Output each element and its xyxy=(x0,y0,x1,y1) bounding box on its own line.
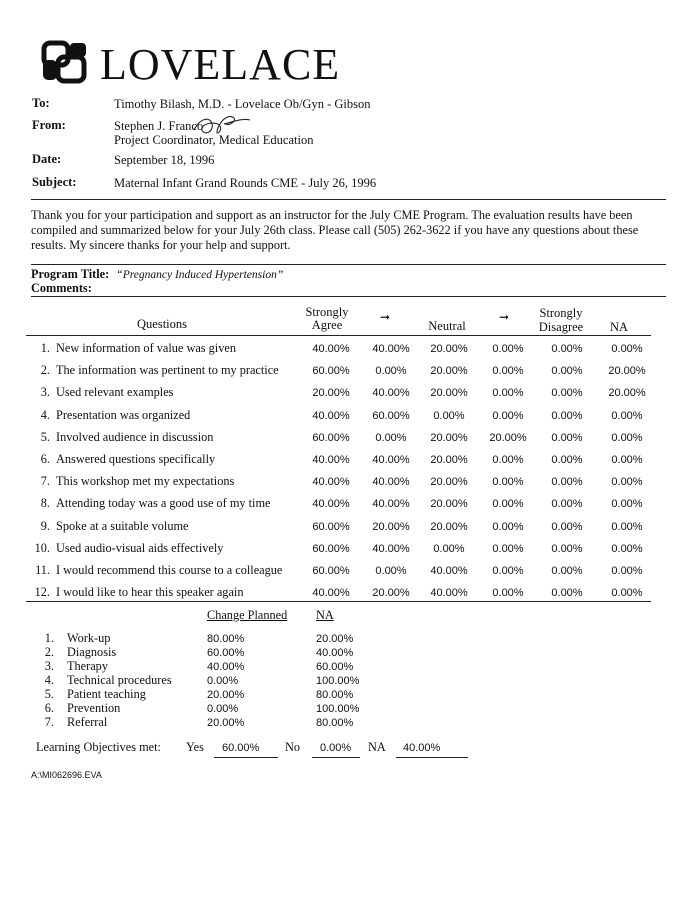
response-cell: 20.00% xyxy=(430,343,468,355)
response-cell: 0.00% xyxy=(611,520,643,533)
right-arrow-icon: ➞ xyxy=(499,310,510,324)
response-cell: 60.00% xyxy=(312,542,350,555)
change-item-label: Diagnosis xyxy=(67,645,117,659)
change-planned-value: 20.00% xyxy=(207,689,245,701)
response-cell: 0.00% xyxy=(375,431,407,444)
subject-label: Subject: xyxy=(32,175,77,189)
response-cell: 20.00% xyxy=(430,365,468,378)
response-cell: 0.00% xyxy=(492,409,524,422)
question-number: 9. xyxy=(40,518,50,533)
change-item-number: 2. xyxy=(44,645,54,659)
change-planned-value: 40.00% xyxy=(207,661,245,673)
change-item-label: Therapy xyxy=(67,659,108,673)
response-cell: 0.00% xyxy=(492,498,524,511)
response-cell: 40.00% xyxy=(372,476,410,489)
change-na-value: 60.00% xyxy=(316,661,354,673)
response-cell: 0.00% xyxy=(492,587,524,600)
table-header-divider xyxy=(26,335,651,336)
response-cell: 0.00% xyxy=(611,409,643,422)
question-number: 10. xyxy=(34,540,50,555)
neutral-header: Neutral xyxy=(428,319,466,333)
from-label: From: xyxy=(32,118,66,132)
intro-paragraph: Thank you for your participation and support as an instructor for the July CME Program. The evaluation results have been compiled and summarized below for your July 26th class. Please call (505) 262-3622 if you have any questions about these results. My sincere thanks for your help and support. xyxy=(31,208,639,252)
response-cell: 0.00% xyxy=(611,343,643,355)
response-cell: 0.00% xyxy=(492,476,524,489)
response-cell: 20.00% xyxy=(430,454,468,466)
question-text: New information of value was given xyxy=(56,341,236,355)
response-cell: 0.00% xyxy=(551,409,583,422)
right-arrow-icon: ➞ xyxy=(380,310,391,324)
response-cell: 0.00% xyxy=(375,565,407,577)
change-planned-value: 0.00% xyxy=(207,675,239,687)
program-top-divider xyxy=(31,264,666,265)
question-text: Used audio-visual aids effectively xyxy=(56,540,224,555)
change-na-value: 80.00% xyxy=(316,717,354,729)
change-planned-value: 80.00% xyxy=(207,633,245,645)
lo-no-underline xyxy=(312,757,360,758)
response-cell: 60.00% xyxy=(312,431,350,444)
response-cell: 20.00% xyxy=(430,520,468,533)
response-cell: 60.00% xyxy=(312,565,350,577)
response-cell: 40.00% xyxy=(372,542,410,555)
response-cell: 0.00% xyxy=(611,454,643,466)
response-cell: 0.00% xyxy=(492,343,524,355)
response-cell: 0.00% xyxy=(611,476,643,489)
question-number: 6. xyxy=(40,452,50,466)
response-cell: 40.00% xyxy=(312,454,350,466)
response-cell: 0.00% xyxy=(551,365,583,378)
response-cell: 40.00% xyxy=(372,454,410,466)
response-cell: 0.00% xyxy=(492,520,524,533)
lo-no-value: 0.00% xyxy=(320,742,352,754)
from-title: Project Coordinator, Medical Education xyxy=(114,133,314,147)
response-cell: 0.00% xyxy=(492,542,524,555)
program-bottom-divider xyxy=(31,296,666,297)
response-cell: 0.00% xyxy=(492,365,524,378)
na-header: NA xyxy=(609,320,629,334)
company-logo-text: LOVELACE xyxy=(100,40,341,89)
response-cell: 40.00% xyxy=(372,498,410,511)
header-divider xyxy=(31,199,666,200)
change-planned-value: 20.00% xyxy=(207,717,245,729)
response-cell: 40.00% xyxy=(312,498,350,511)
response-cell: 40.00% xyxy=(312,476,350,489)
response-cell: 0.00% xyxy=(492,565,524,577)
response-cell: 60.00% xyxy=(372,409,410,422)
question-number: 7. xyxy=(40,474,50,489)
date-label: Date: xyxy=(32,152,62,166)
question-text: Answered questions specifically xyxy=(56,452,216,466)
question-number: 1. xyxy=(40,341,50,355)
change-na-header: NA xyxy=(316,608,334,622)
question-number: 8. xyxy=(40,496,50,511)
response-cell: 60.00% xyxy=(312,520,350,533)
change-na-value: 40.00% xyxy=(316,647,354,659)
question-number: 2. xyxy=(40,363,50,378)
change-item-number: 3. xyxy=(44,659,54,673)
question-text: The information was pertinent to my practice xyxy=(56,363,279,378)
lovelace-logo-mark-icon xyxy=(40,40,92,86)
response-cell: 40.00% xyxy=(430,565,468,577)
response-cell: 0.00% xyxy=(551,431,583,444)
strongly-agree-header-line1: Strongly xyxy=(305,305,349,319)
response-cell: 0.00% xyxy=(492,454,524,466)
change-item-label: Technical procedures xyxy=(67,673,172,687)
response-cell: 40.00% xyxy=(312,343,350,355)
to-value: Timothy Bilash, M.D. - Lovelace Ob/Gyn - Gibson xyxy=(114,97,371,111)
strongly-disagree-header-line1: Strongly xyxy=(539,306,583,320)
response-cell: 40.00% xyxy=(312,587,350,600)
response-cell: 0.00% xyxy=(611,431,643,444)
change-na-value: 80.00% xyxy=(316,689,354,701)
response-cell: 0.00% xyxy=(551,387,583,400)
change-item-label: Prevention xyxy=(67,701,121,715)
response-cell: 0.00% xyxy=(551,542,583,555)
response-cell: 20.00% xyxy=(608,365,646,378)
change-item-number: 6. xyxy=(44,701,54,715)
response-cell: 0.00% xyxy=(375,365,407,378)
change-item-number: 4. xyxy=(44,673,54,687)
response-cell: 0.00% xyxy=(611,498,643,511)
response-cell: 20.00% xyxy=(372,587,410,600)
response-cell: 0.00% xyxy=(433,409,465,422)
response-cell: 0.00% xyxy=(551,565,583,577)
response-cell: 40.00% xyxy=(372,387,410,400)
learning-objectives-label: Learning Objectives met: xyxy=(36,740,161,754)
lo-yes-underline xyxy=(214,757,278,758)
change-item-number: 5. xyxy=(44,687,54,701)
lo-na-label: NA xyxy=(368,740,386,754)
comments-label: Comments: xyxy=(31,281,92,295)
lo-na-underline xyxy=(396,757,468,758)
change-item-number: 7. xyxy=(44,715,54,729)
response-cell: 40.00% xyxy=(372,343,410,355)
change-planned-value: 60.00% xyxy=(207,647,245,659)
program-title-row xyxy=(31,267,283,282)
program-title-value: “Pregnancy Induced Hypertension” xyxy=(116,269,284,281)
question-text: Used relevant examples xyxy=(56,385,174,400)
question-number: 12. xyxy=(34,585,50,600)
response-cell: 0.00% xyxy=(611,565,643,577)
file-reference: A:\MI062696.EVA xyxy=(31,770,102,780)
question-text: I would recommend this course to a colleague xyxy=(56,563,283,577)
response-cell: 0.00% xyxy=(551,520,583,533)
question-number: 3. xyxy=(40,385,50,400)
response-cell: 40.00% xyxy=(430,587,468,600)
response-cell: 20.00% xyxy=(312,387,350,400)
change-planned-value: 0.00% xyxy=(207,703,239,715)
response-cell: 20.00% xyxy=(430,498,468,511)
question-text: This workshop met my expectations xyxy=(56,474,235,489)
response-cell: 20.00% xyxy=(430,387,468,400)
date-value: September 18, 1996 xyxy=(114,153,215,167)
response-cell: 0.00% xyxy=(551,498,583,511)
from-name: Stephen J. Franco xyxy=(114,119,204,133)
response-cell: 0.00% xyxy=(551,343,583,355)
response-cell: 0.00% xyxy=(551,454,583,466)
change-item-label: Referral xyxy=(67,715,108,729)
question-text: Involved audience in discussion xyxy=(56,429,214,444)
response-cell: 0.00% xyxy=(551,476,583,489)
response-cell: 0.00% xyxy=(433,542,465,555)
response-cell: 20.00% xyxy=(372,520,410,533)
response-cell: 20.00% xyxy=(430,476,468,489)
question-number: 4. xyxy=(40,407,50,422)
response-cell: 0.00% xyxy=(611,587,643,600)
question-text: Spoke at a suitable volume xyxy=(56,518,189,533)
response-cell: 20.00% xyxy=(489,431,527,444)
table-bottom-divider xyxy=(26,601,651,602)
to-label: To: xyxy=(32,96,50,110)
question-text: I would like to hear this speaker again xyxy=(56,585,244,600)
program-title-label: Program Title: xyxy=(31,267,110,281)
question-text: Presentation was organized xyxy=(56,407,191,422)
change-na-value: 20.00% xyxy=(316,633,354,645)
strongly-agree-header-line2: Agree xyxy=(311,318,343,332)
change-item-label: Patient teaching xyxy=(67,687,146,701)
response-cell: 20.00% xyxy=(608,387,646,400)
lo-na-value: 40.00% xyxy=(403,742,441,754)
change-planned-header: Change Planned xyxy=(207,608,288,622)
lo-yes-label: Yes xyxy=(186,740,204,754)
question-number: 5. xyxy=(40,429,50,444)
question-number: 11. xyxy=(35,563,50,577)
response-cell: 0.00% xyxy=(551,587,583,600)
change-item-number: 1. xyxy=(44,631,54,645)
response-cell: 60.00% xyxy=(312,365,350,378)
change-na-value: 100.00% xyxy=(316,703,360,715)
questions-header: Questions xyxy=(137,317,187,331)
change-na-value: 100.00% xyxy=(316,675,360,687)
response-cell: 0.00% xyxy=(492,387,524,400)
change-item-label: Work-up xyxy=(67,631,111,645)
lo-yes-value: 60.00% xyxy=(222,742,260,754)
response-cell: 20.00% xyxy=(430,431,468,444)
strongly-disagree-header-line2: Disagree xyxy=(538,320,584,334)
response-cell: 0.00% xyxy=(611,542,643,555)
question-text: Attending today was a good use of my time xyxy=(56,496,271,511)
subject-value: Maternal Infant Grand Rounds CME - July 26, 1996 xyxy=(114,176,377,190)
lo-no-label: No xyxy=(285,740,301,754)
response-cell: 40.00% xyxy=(312,409,350,422)
